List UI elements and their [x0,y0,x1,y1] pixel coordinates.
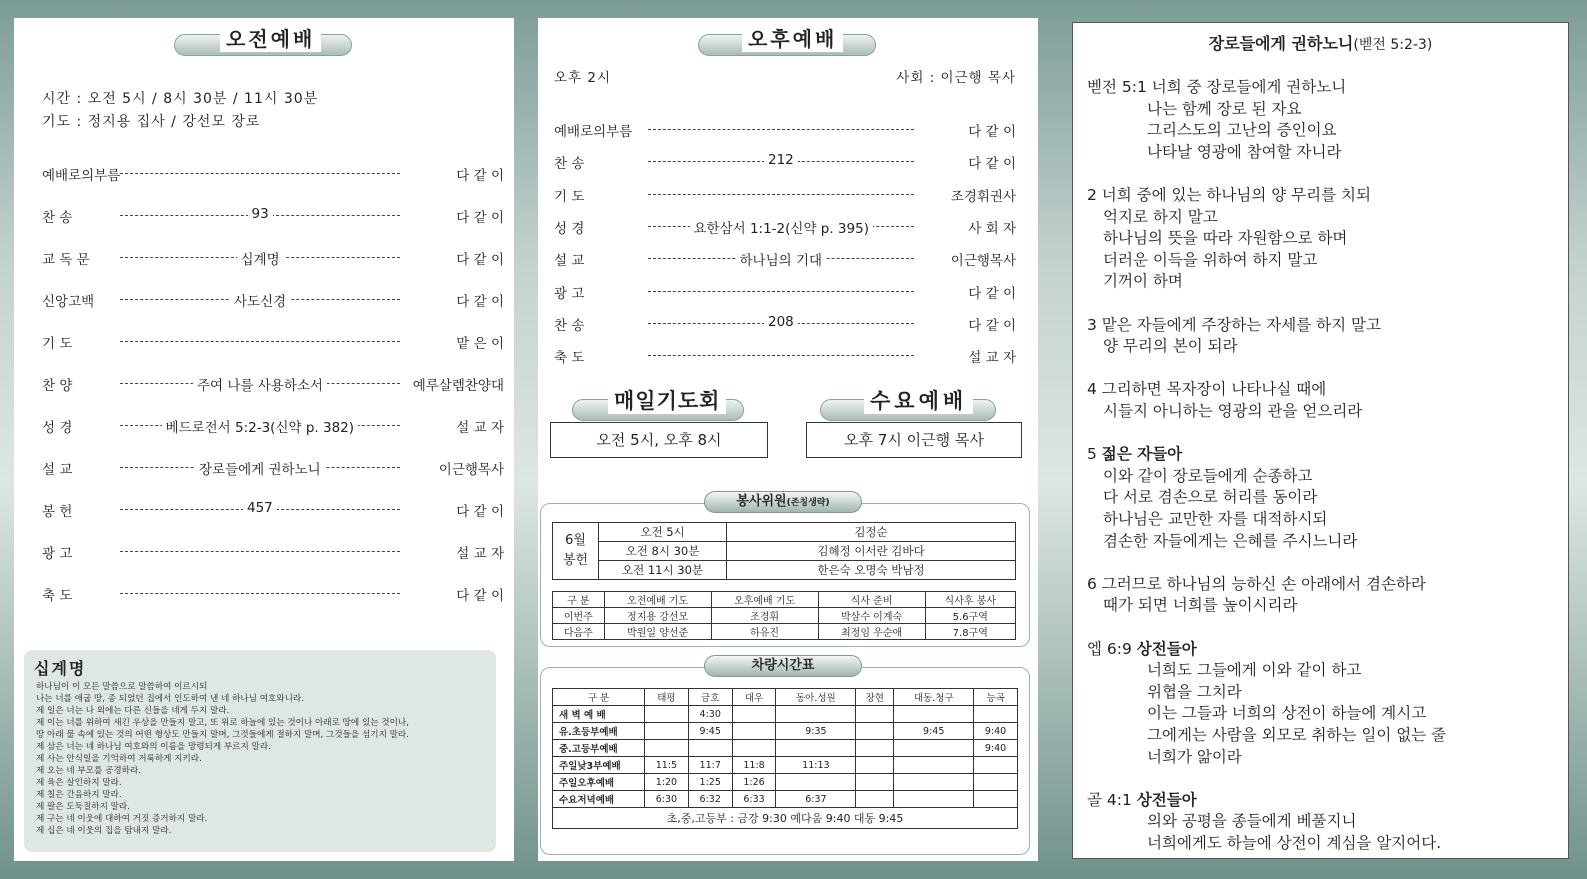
vehicle-row [553,774,1018,791]
afternoon-label: 성 경 [554,220,585,237]
wednesday-time: 오후 7시 이근행 목사 [806,422,1022,458]
commandment-line: 땅 아래 물 속에 있는 것의 어떤 형상도 만들지 말며, 그것들에게 절하지 말며, 그것들을 섬기지 말라. [36,730,409,740]
duty-cell: 이번주 [553,608,605,624]
vehicle-time-cell [894,740,974,757]
vehicle-time-cell: 11:5 [645,757,689,774]
afternoon-leader: 조경휘권사 [950,188,1016,205]
morning-item: 사도신경 [230,290,290,310]
leader-line [120,551,400,552]
service-time-3: 오전 11시 30분 [599,561,727,580]
commandment-line: 제 오는 네 부모를 공경하라. [36,766,141,776]
afternoon-label: 설 교 [554,253,585,270]
vehicle-time-cell: 9:40 [974,740,1018,757]
morning-leader: 다 같 이 [456,168,504,184]
vehicle-time-cell: 1:25 [688,774,732,791]
morning-prayer: 기도 : 정지용 집사 / 강선모 장로 [42,114,261,130]
afternoon-label: 축 도 [554,350,585,367]
commandments-box [24,650,496,852]
vehicle-time-cell [776,740,856,757]
sermon-line: 너희가 앎이라 [1147,747,1242,766]
sermon-title: 장로들에게 권하노니 [1208,34,1354,53]
afternoon-item: 208 [764,314,798,330]
vehicle-service-label: 유.초등부예배 [553,723,645,740]
leader-line [648,129,914,130]
duty-cell: 박삼수 이계숙 [818,608,925,624]
commandments-title: 십계명 [34,659,87,678]
afternoon-item: 212 [764,152,798,168]
commandment-line: 제 칠은 간음하지 말라. [36,790,122,800]
morning-leader: 설 교 자 [456,546,504,562]
vehicle-header: 동아.성원 [776,689,856,706]
sermon-line: 이는 그들과 너희의 상전이 하늘에 계시고 [1147,704,1427,723]
morning-row [42,248,504,268]
daily-prayer-title: 매일기도회 [608,388,726,414]
sermon-line: 4 그리하면 목자장이 나타나실 때에 [1087,380,1327,399]
sermon-line: 양 무리의 본이 되라 [1103,337,1238,356]
sermon-line: 3 맡은 자들에게 주장하는 자세를 하지 말고 [1087,315,1381,334]
commandment-line: 제 십은 네 이웃의 집을 탐내지 말라. [36,826,172,836]
duty-table [552,591,1016,640]
sermon-line: 겸손한 자들에게는 은혜를 주시느니라 [1103,531,1358,550]
vehicle-time-cell: 9:40 [974,723,1018,740]
morning-label: 설 교 [42,462,73,478]
sermon-panel [1072,22,1569,859]
vehicle-header: 금호 [688,689,732,706]
vehicle-time-cell: 9:45 [894,723,974,740]
afternoon-row [554,346,1016,366]
morning-time: 시간 : 오전 5시 / 8시 30분 / 11시 30분 [42,91,319,107]
vehicle-time-cell [894,757,974,774]
morning-row [42,332,504,352]
sermon-line: 시들지 아니하는 영광의 관을 얻으리라 [1103,402,1363,420]
vehicle-row [553,757,1018,774]
sermon-line: 골 4:1 상전들아 [1087,790,1197,809]
vehicle-time-cell [856,774,894,791]
duty-cell: 7.8구역 [925,624,1015,640]
sermon-emphasis: 상전들아 [1136,639,1197,658]
morning-label: 축 도 [42,588,73,604]
morning-leader: 다 같 이 [456,210,504,226]
morning-leader: 다 같 이 [456,504,504,520]
sermon-line: 하나님의 뜻을 따라 자원함으로 하며 [1103,229,1348,248]
morning-leader: 이근행목사 [438,462,504,478]
afternoon-leader: 다 같 이 [968,285,1016,302]
morning-row [42,584,504,604]
vehicle-header: 능곡 [974,689,1018,706]
leader-line [648,194,914,195]
morning-leader: 다 같 이 [456,588,504,604]
vehicle-header: 대동.청구 [894,689,974,706]
sermon-line: 다 서로 겸손으로 허리를 동이라 [1103,488,1318,507]
duty-header: 오후예배 기도 [711,592,818,608]
commandment-line: 제 이는 너를 위하여 새긴 우상을 만들지 말고, 또 위로 하늘에 있는 것이나 아래로 땅에 있는 것이나, [36,718,409,728]
vehicle-row [553,740,1018,757]
afternoon-row [554,282,1016,302]
vehicle-time-cell: 6:30 [645,791,689,808]
vehicle-header: 태평 [645,689,689,706]
afternoon-title: 오후예배 [742,26,843,52]
morning-row [42,374,504,394]
morning-row [42,416,504,436]
morning-title: 오전예배 [220,26,321,52]
vehicle-service-label: 새 벽 예 배 [553,706,645,723]
sermon-line: 기꺼이 하며 [1103,272,1183,291]
vehicle-time-cell [856,791,894,808]
morning-item: 베드로전서 5:2-3(신약 p. 382) [162,416,359,436]
sermon-line: 나는 함께 장로 된 자요 [1147,99,1302,118]
sermon-line: 6 그러므로 하나님의 능하신 손 아래에서 겸손하라 [1087,574,1426,593]
vehicle-service-label: 주일오후예배 [553,774,645,791]
morning-leader: 다 같 이 [456,252,504,268]
service-month-sub: 봉헌 [562,553,589,568]
leader-line [648,291,914,292]
morning-leader: 맡 은 이 [456,336,504,352]
vehicle-time-cell: 6:37 [776,791,856,808]
leader-line [120,173,400,174]
leader-line [648,355,914,356]
vehicle-time-cell [776,706,856,723]
vehicle-time-cell [974,706,1018,723]
duty-cell: 다음주 [553,624,605,640]
morning-label: 신앙고백 [42,294,95,310]
sermon-line: 벧전 5:1 너희 중 장로들에게 권하노니 [1087,78,1347,96]
vehicle-time-cell [732,723,776,740]
vehicle-header: 대우 [732,689,776,706]
morning-leader: 다 같 이 [456,294,504,310]
morning-leader: 예루살렘찬양대 [412,378,504,394]
morning-label: 찬 송 [42,210,73,226]
afternoon-row [554,249,1016,269]
vehicle-footer: 초,중,고등부 : 금강 9:30 예다움 9:40 대동 9:45 [553,808,1018,829]
sermon-line: 너희도 그들에게 이와 같이 하고 [1147,661,1362,680]
duty-cell: 하유진 [711,624,818,640]
morning-item: 장로들에게 권하노니 [195,458,325,478]
vehicle-time-cell: 11:8 [732,757,776,774]
vehicle-row [553,723,1018,740]
afternoon-item: 하나님의 기대 [736,249,827,269]
morning-label: 기 도 [42,336,73,352]
vehicle-table [552,688,1018,829]
service-time-1: 오전 5시 [599,523,727,542]
sermon-line: 엡 6:9 상전들아 [1087,639,1197,658]
duty-cell: 5.6구역 [925,608,1015,624]
vehicle-time-cell: 11:7 [688,757,732,774]
vehicle-row [553,791,1018,808]
morning-label: 광 고 [42,546,73,562]
service-title-tag [704,491,862,513]
morning-row [42,458,504,478]
morning-row [42,500,504,520]
duty-row [553,624,1016,640]
service-table [552,522,1016,580]
service-month: 6월 [565,533,586,548]
duty-row [553,608,1016,624]
afternoon-panel [538,18,1038,861]
vehicle-header: 장현 [856,689,894,706]
sermon-line: 이와 같이 장로들에게 순종하고 [1103,466,1313,485]
service-title: 봉사위원 [736,494,787,509]
service-names-2: 김혜정 이서란 김바다 [727,542,1016,561]
afternoon-label: 찬 송 [554,156,585,173]
sermon-line: 2 너희 중에 있는 하나님의 양 무리를 치되 [1087,186,1371,204]
vehicle-time-cell: 4:30 [688,706,732,723]
service-title-note: (존칭생략) [786,498,830,508]
duty-cell: 조경휘 [711,608,818,624]
morning-label: 찬 양 [42,378,73,394]
vehicle-time-cell [894,791,974,808]
vehicle-title-tag [704,655,862,677]
vehicle-time-cell [856,723,894,740]
vehicle-row [553,706,1018,723]
sermon-line: 더러운 이득을 위하여 하지 말고 [1103,250,1318,269]
morning-label: 성 경 [42,420,73,436]
sermon-line: 의와 공평을 종들에게 베풀지니 [1147,812,1357,831]
afternoon-label: 찬 송 [554,317,585,334]
wednesday-title: 수요예배 [864,388,973,414]
commandment-line: 제 사는 안식일을 기억하여 거룩하게 지키라. [36,754,202,764]
duty-header: 오전예배 기도 [604,592,711,608]
morning-label: 봉 헌 [42,504,73,520]
afternoon-label: 광 고 [554,285,585,302]
sermon-line: 나타날 영광에 참여할 자니라 [1147,142,1342,161]
vehicle-time-cell [856,706,894,723]
commandment-line: 제 팔은 도둑질하지 말라. [36,802,130,812]
morning-label: 교 독 문 [42,252,90,268]
vehicle-time-cell: 1:26 [732,774,776,791]
vehicle-service-label: 주일낮3부예배 [553,757,645,774]
vehicle-time-cell [974,774,1018,791]
morning-row [42,206,504,226]
vehicle-time-cell [856,757,894,774]
vehicle-time-cell: 9:45 [688,723,732,740]
commandment-line: 제 삼은 너는 네 하나님 여호와의 이름을 망령되게 부르지 말라. [36,742,271,752]
sermon-emphasis: 젊은 자들아 [1101,445,1183,464]
vehicle-time-cell: 6:33 [732,791,776,808]
morning-leader: 설 교 자 [456,420,504,436]
morning-panel [14,18,514,861]
afternoon-row [554,152,1016,172]
vehicle-time-cell [645,706,689,723]
sermon-line: 너희에게도 하늘에 상전이 계심을 알지어다. [1147,834,1442,852]
morning-item: 십계명 [237,248,284,268]
vehicle-title: 차량시간표 [751,658,815,673]
commandment-line: 제 구는 네 이웃에 대하여 거짓 증거하지 말라. [36,814,208,824]
afternoon-leader: 다 같 이 [968,124,1016,140]
vehicle-time-cell: 6:32 [688,791,732,808]
vehicle-time-cell [645,723,689,740]
sermon-emphasis: 상전들아 [1136,790,1197,809]
sermon-line: 하나님은 교만한 자를 대적하시되 [1103,510,1328,528]
vehicle-time-cell: 9:35 [776,723,856,740]
morning-item: 주여 나를 사용하소서 [193,374,327,394]
vehicle-time-cell [688,740,732,757]
afternoon-leader: 다 같 이 [968,156,1016,173]
afternoon-leader: 사 회 자 [968,220,1016,237]
commandment-line: 제 일은 너는 나 외에는 다른 신들을 네게 두지 말라. [36,706,230,716]
service-names-3: 한은숙 오명숙 박남정 [727,561,1016,580]
commandment-line: 하나님이 이 모든 말씀으로 말씀하여 이르시되 [36,682,208,692]
sermon-line: 억지로 하지 말고 [1103,207,1218,226]
morning-item: 457 [243,500,277,516]
vehicle-time-cell [894,706,974,723]
leader-line [120,593,400,594]
afternoon-label: 기 도 [554,188,585,205]
afternoon-row [554,120,1016,140]
morning-row [42,542,504,562]
afternoon-leader: 다 같 이 [968,317,1016,334]
afternoon-leader: 사회 : 이근행 목사 [896,70,1016,86]
vehicle-service-label: 중.고등부예배 [553,740,645,757]
vehicle-time-cell [974,757,1018,774]
morning-row [42,164,504,184]
vehicle-service-label: 수요저녁예배 [553,791,645,808]
commandment-line: 제 육은 살인하지 말라. [36,778,122,788]
duty-cell: 정지용 강선모 [604,608,711,624]
duty-cell: 박원일 양선준 [604,624,711,640]
service-time-2: 오전 8시 30분 [599,542,727,561]
vehicle-time-cell [732,740,776,757]
daily-prayer-time: 오전 5시, 오후 8시 [550,422,768,458]
service-names-1: 김정순 [727,523,1016,542]
morning-label: 예배로의부름 [42,168,121,184]
sermon-line: 그에게는 사람을 외모로 취하는 일이 없는 줄 [1147,726,1447,744]
afternoon-row [554,217,1016,237]
afternoon-item: 요한삼서 1:1-2(신약 p. 395) [690,217,873,237]
duty-header: 식사 준비 [818,592,925,608]
afternoon-label: 예배로의부름 [554,124,633,140]
duty-cell: 최정임 우순애 [818,624,925,640]
vehicle-time-cell [732,706,776,723]
vehicle-time-cell [974,791,1018,808]
vehicle-time-cell [776,774,856,791]
afternoon-leader: 이근행목사 [950,253,1016,270]
vehicle-time-cell [894,774,974,791]
afternoon-leader: 설 교 자 [968,350,1016,367]
vehicle-header: 구 분 [553,689,645,706]
vehicle-time-cell: 1:20 [645,774,689,791]
sermon-header [1073,31,1568,54]
sermon-ref: (벧전 5:2-3) [1353,37,1433,53]
sermon-line: 때가 되면 너희를 높이시리라 [1103,596,1298,615]
duty-header: 구 분 [553,592,605,608]
commandment-line: 나는 너를 애굽 땅, 종 되었던 집에서 인도하여 낸 네 하나님 여호와니라. [36,694,304,704]
sermon-line: 5 젊은 자들아 [1087,445,1183,464]
morning-item: 93 [248,206,273,222]
leader-line [120,341,400,342]
sermon-line: 위협을 그치라 [1147,682,1242,701]
service-month-cell [553,523,599,580]
afternoon-row [554,185,1016,205]
afternoon-row [554,314,1016,334]
vehicle-time-cell: 11:13 [776,757,856,774]
afternoon-time: 오후 2시 [554,70,612,86]
morning-row [42,290,504,310]
vehicle-time-cell [856,740,894,757]
vehicle-time-cell [645,740,689,757]
sermon-line: 그리스도의 고난의 증인이요 [1147,121,1337,140]
duty-header: 식사후 봉사 [925,592,1015,608]
